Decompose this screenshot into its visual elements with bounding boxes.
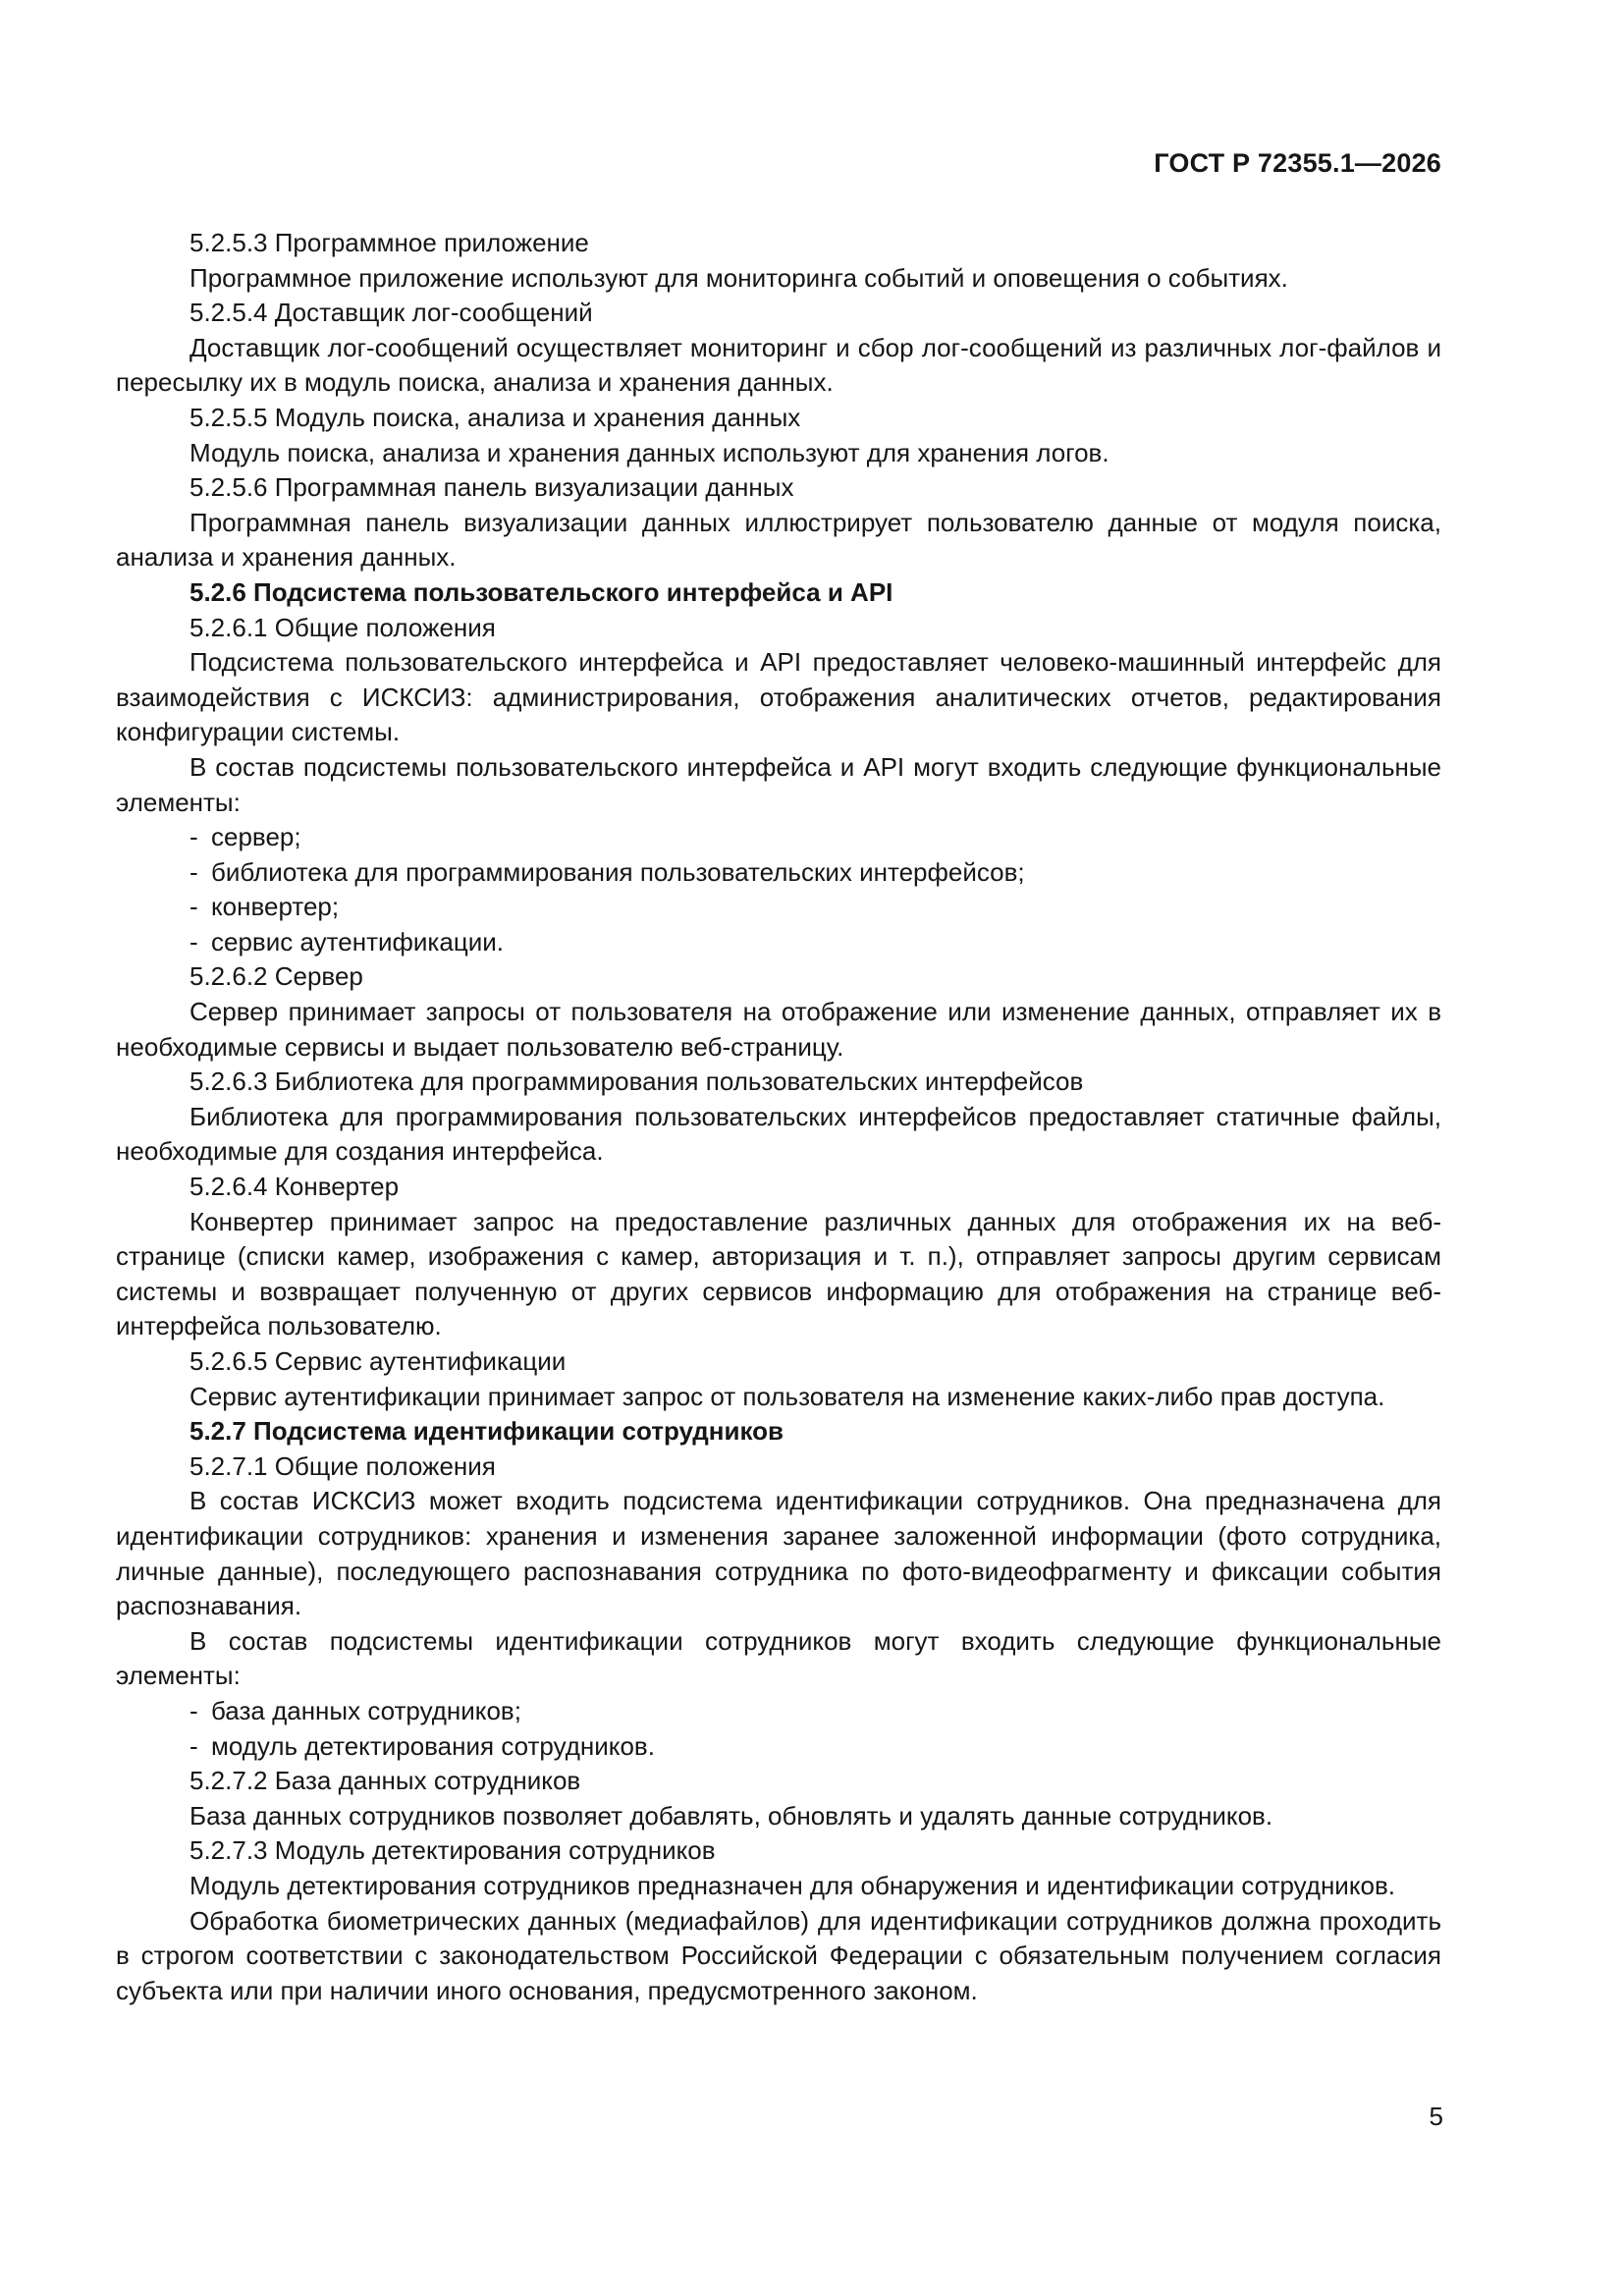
list-dash: - [189, 1730, 198, 1761]
document-header: ГОСТ Р 72355.1—2026 [1154, 148, 1441, 178]
subsection-heading: 5.2.6.2 Сервер [189, 961, 363, 992]
list-item-text: библиотека для программирования пользовательских интерфейсов; [211, 856, 1025, 887]
subsection-heading: 5.2.5.4 Доставщик лог-сообщений [189, 298, 593, 328]
paragraph: В состав подсистемы идентификации сотрудников могут входить следующие функциональные элементы: [116, 1625, 1441, 1691]
paragraph: Доставщик лог-сообщений осуществляет мониторинг и сбор лог-сообщений из различных лог-файлов и пересылку их в модуль поиска, анализа и хранения данных. [116, 332, 1441, 398]
subsection-heading: 5.2.7.1 Общие положения [189, 1450, 496, 1481]
subsection-heading: 5.2.6.1 Общие положения [189, 612, 496, 642]
paragraph: Программное приложение используют для мониторинга событий и оповещения о событиях. [189, 262, 1288, 293]
section-heading: 5.2.6 Подсистема пользовательского интерфейса и API [189, 576, 893, 607]
subsection-heading: 5.2.6.3 Библиотека для программирования пользовательских интерфейсов [189, 1066, 1084, 1097]
paragraph: Обработка биометрических данных (медиафайлов) для идентификации сотрудников должна проходить в строгом соответствии с законодательством Российской Федерации с обязательным получением согласия субъекта или при наличии иного основания, предусмотренного законом. [116, 1905, 1441, 2005]
page-number: 5 [1429, 2102, 1443, 2131]
paragraph: База данных сотрудников позволяет добавлять, обновлять и удалять данные сотрудников. [189, 1800, 1273, 1831]
list-item [116, 925, 1441, 960]
list-item-text: сервер; [211, 822, 301, 852]
subsection-heading: 5.2.7.2 База данных сотрудников [189, 1766, 581, 1796]
subsection-heading: 5.2.5.5 Модуль поиска, анализа и хранения данных [189, 402, 801, 432]
list-dash: - [189, 856, 198, 887]
list-dash: - [189, 1695, 198, 1725]
paragraph: Подсистема пользовательского интерфейса и API предоставляет человеко-машинный интерфейс для взаимодействия с ИСКСИЗ: администрирования, отображения аналитических отчетов, редактирования конфигурации системы. [116, 647, 1441, 747]
list-item [116, 820, 1441, 855]
subsection-heading: 5.2.6.5 Сервис аутентификации [189, 1346, 567, 1376]
list-item-text: сервис аутентификации. [211, 926, 504, 957]
list-item [116, 855, 1441, 891]
paragraph: Конвертер принимает запрос на предоставление различных данных для отображения их на веб-странице (списки камер, изображения с камер, авторизация и т. п.), отправляет запросы другим сервисам системы и возвращает полученную от других сервисов информацию для отображения на странице веб-интерфейса пользователю. [116, 1206, 1441, 1341]
list-dash: - [189, 926, 198, 957]
document-body [116, 226, 1441, 2008]
paragraph: Модуль поиска, анализа и хранения данных используют для хранения логов. [189, 437, 1109, 467]
list-item-text: модуль детектирования сотрудников. [211, 1730, 655, 1761]
list-item-text: база данных сотрудников; [211, 1695, 521, 1725]
paragraph: Сервер принимает запросы от пользователя на отображение или изменение данных, отправляет их в необходимые сервисы и выдает пользователю веб-страницу. [116, 997, 1441, 1062]
subsection-heading: 5.2.5.6 Программная панель визуализации данных [189, 472, 794, 503]
list-dash: - [189, 822, 198, 852]
paragraph: Модуль детектирования сотрудников предназначен для обнаружения и идентификации сотрудников. [189, 1870, 1395, 1900]
list-item [116, 1694, 1441, 1729]
section-heading: 5.2.7 Подсистема идентификации сотрудников [189, 1416, 784, 1447]
paragraph: Библиотека для программирования пользовательских интерфейсов предоставляет статичные файлы, необходимые для создания интерфейса. [116, 1101, 1441, 1167]
list-item [116, 890, 1441, 925]
paragraph: В состав ИСКСИЗ может входить подсистема идентификации сотрудников. Она предназначена для идентификации сотрудников: хранения и изменения заранее заложенной информации (фото сотрудника, личные данные), последующего распознавания сотрудника по фото-видеофрагменту и фиксации события распознавания. [116, 1486, 1441, 1621]
list-item-text: конвертер; [211, 892, 340, 922]
paragraph: Программная панель визуализации данных иллюстрирует пользователю данные от модуля поиска, анализа и хранения данных. [116, 507, 1441, 573]
list-dash: - [189, 892, 198, 922]
subsection-heading: 5.2.5.3 Программное приложение [189, 228, 589, 257]
subsection-heading: 5.2.7.3 Модуль детектирования сотрудников [189, 1835, 716, 1866]
subsection-heading: 5.2.6.4 Конвертер [189, 1172, 400, 1202]
paragraph: В состав подсистемы пользовательского интерфейса и API могут входить следующие функциональные элементы: [116, 751, 1441, 817]
paragraph: Сервис аутентификации принимает запрос от пользователя на изменение каких-либо прав доступа. [189, 1381, 1385, 1411]
list-item [116, 1729, 1441, 1765]
